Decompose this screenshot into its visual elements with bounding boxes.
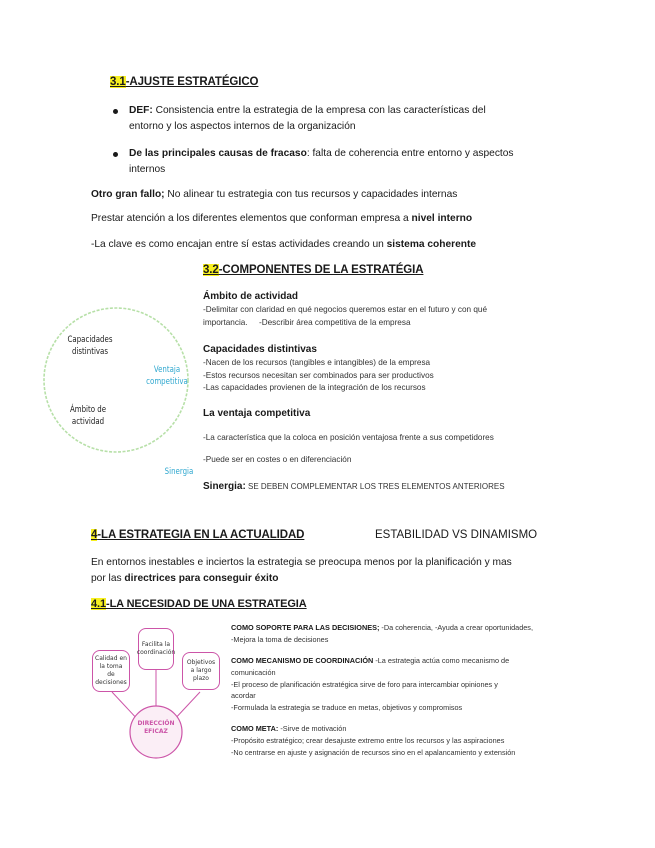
item-title: COMO META: <box>231 724 279 733</box>
bullet-label: De las principales causas de fracaso <box>129 148 307 159</box>
bold-text: sistema coherente <box>386 239 477 250</box>
bullet-icon <box>113 152 118 157</box>
text: No alinear tu estrategia con tus recursos y capacidades internas <box>164 189 458 200</box>
section-title: -LA ESTRATEGIA EN LA ACTUALIDAD <box>97 529 305 541</box>
item-line: -No centrarse en ajuste y asignación de recursos sino en el apalancamiento y extensión <box>231 747 516 757</box>
block-line: -Estos recursos necesitan ser combinados para ser productivos <box>203 370 434 380</box>
item-line: -Mejora la toma de decisiones <box>231 634 329 644</box>
section-number: 3.2 <box>203 264 219 276</box>
block-title: Sinergia: <box>203 481 246 492</box>
venn-label-ventaja: Ventaja competitiva <box>146 365 188 387</box>
item-line: acordar <box>231 691 256 701</box>
item-line: comunicación <box>231 667 276 677</box>
block-line: -La característica que la coloca en posición ventajosa frente a sus competidores <box>203 433 494 442</box>
text: por las <box>91 573 125 584</box>
section-3-2-heading <box>203 264 423 276</box>
section-number: 4 <box>91 529 98 541</box>
section-title: -COMPONENTES DE LA ESTRATÉGIA <box>218 264 424 276</box>
text: -La clave es como encajan entre sí estas actividades creando un <box>91 239 387 250</box>
item-line: -El proceso de planificación estratégica sirve de foro para intercambiar opiniones y <box>231 679 498 689</box>
bullet-icon <box>113 109 118 114</box>
item-title: COMO MECANISMO DE COORDINACIÓN <box>231 656 374 665</box>
soporte-item <box>231 622 576 646</box>
bullet-label: DEF: <box>129 105 153 116</box>
block-title: La ventaja competitiva <box>203 408 311 419</box>
stability-vs-dynamism: ESTABILIDAD VS DINAMISMO <box>375 529 538 541</box>
section-4-paragraph <box>91 555 571 587</box>
section-number: 4.1 <box>91 598 106 610</box>
paragraph-clave <box>91 237 476 253</box>
diagram-box-objetivos: Objetivos a largo plazo <box>182 652 220 690</box>
coordinacion-item <box>231 655 576 714</box>
block-line: -Delimitar con claridad en qué negocios queremos estar en el futuro y con qué <box>203 305 487 314</box>
section-title: -AJUSTE ESTRATÉGICO <box>125 76 259 88</box>
diagram-center-label: DIRECCIÓN EFICAZ <box>137 720 175 735</box>
block-line: -Las capacidades provienen de la integración de los recursos <box>203 383 426 393</box>
paragraph-prestar-atencion <box>91 211 472 227</box>
section-4-1-heading <box>91 598 307 610</box>
block-title: Capacidades distintivas <box>203 344 317 355</box>
section-title: -LA NECESIDAD DE UNA ESTRATEGIA <box>106 598 307 610</box>
bullet-text: entorno y los aspectos internos de la organización <box>129 121 356 132</box>
diagram-box-coordinacion: Facilita la coordinación <box>138 628 174 670</box>
bold-text: directrices para conseguir éxito <box>124 573 279 584</box>
item-text: -Sirve de motivación <box>278 724 347 733</box>
bullet-def <box>129 103 569 135</box>
block-line: SE DEBEN COMPLEMENTAR LOS TRES ELEMENTOS ANTERIORES <box>245 482 505 491</box>
venn-label-ambito: Ámbito de actividad <box>69 405 107 427</box>
item-title: COMO SOPORTE PARA LAS DECISIONES; <box>231 623 380 632</box>
venn-label-capacidades: Capacidades distintivas <box>67 335 113 357</box>
sinergia-block <box>203 478 623 494</box>
meta-item <box>231 723 576 758</box>
ventaja-block <box>203 407 623 466</box>
block-line: importancia. -Describir área competitiva de la empresa <box>203 317 411 327</box>
text: Prestar atención a los diferentes elementos que conforman empresa a <box>91 213 412 224</box>
item-text: -Da coherencia, -Ayuda a crear oportunidades, <box>379 623 533 632</box>
paragraph-otro-fallo <box>91 187 457 203</box>
block-line: -Puede ser en costes o en diferenciación <box>203 454 352 464</box>
ambito-block <box>203 290 623 329</box>
bullet-text: : falta de coherencia entre entorno y aspectos <box>306 148 514 159</box>
section-number: 3.1 <box>110 76 126 88</box>
bold-text: Otro gran fallo; <box>91 189 165 200</box>
diagram-box-calidad: Calidad en la toma de decisiones <box>92 650 130 692</box>
block-line: -Nacen de los recursos (tangibles e intangibles) de la empresa <box>203 358 431 367</box>
bullet-causas <box>129 146 569 178</box>
strategy-need-diagram <box>90 622 224 760</box>
block-title: Ámbito de actividad <box>203 291 299 302</box>
bullet-text: Consistencia entre la estrategia de la empresa con las características del <box>152 105 486 116</box>
text: En entornos inestables e inciertos la estrategia se preocupa menos por la planificación y mas <box>91 557 512 568</box>
capacidades-block <box>203 343 623 395</box>
item-line: -Formulada la estrategia se traduce en metas, objetivos y compromisos <box>231 703 463 713</box>
bold-text: nivel interno <box>411 213 473 224</box>
item-line: -Propósito estratégico; crear desajuste extremo entre los recursos y las aspiraciones <box>231 735 505 745</box>
components-diagram <box>38 290 200 480</box>
section-4-heading <box>91 529 304 541</box>
item-text: -La estrategia actúa como mecanismo de <box>373 656 510 665</box>
bullet-text: internos <box>129 164 166 175</box>
section-3-1-heading <box>110 76 258 88</box>
venn-label-sinergia: Sinergia <box>164 467 194 477</box>
